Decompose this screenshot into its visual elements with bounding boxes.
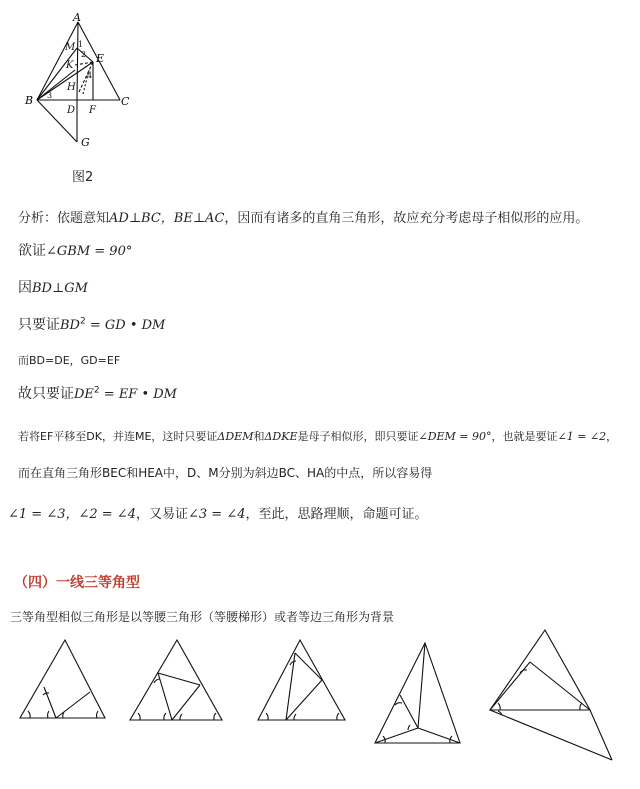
want-math: ∠GBM = 90° <box>46 244 133 259</box>
three-equal-angles-figures <box>0 625 640 789</box>
need1-math-b: = GD • DM <box>85 318 166 333</box>
section-description: 三等角型相似三角形是以等腰三角形（等腰梯形）或者等边三角形为背景 <box>10 610 395 624</box>
angles-t1: ，又易证 <box>135 507 188 522</box>
need1-sup: 2 <box>79 316 86 327</box>
midpoint-line: 而在直角三角形BEC和HEA中，D、M分别为斜边BC、HA的中点，所以容易得 <box>18 466 433 480</box>
label-B: B <box>25 94 34 107</box>
label-4: 4 <box>87 71 93 80</box>
label-1: 1 <box>78 40 84 49</box>
analysis-prefix: 分析：依题意知 <box>18 211 110 226</box>
translate-m1: ΔDEM <box>217 430 254 443</box>
translate-t1: 若将EF平移至DK，并连ME，这时只要证 <box>18 430 218 443</box>
translate-t3: 是母子相似形，即只要证 <box>297 430 419 443</box>
analysis-line <box>18 207 588 226</box>
translate-t4: ，也就是要证 <box>491 430 558 443</box>
triangle-figure-1 <box>20 640 105 718</box>
because-text: 因 <box>18 280 32 296</box>
want-text: 欲证 <box>18 243 46 259</box>
label-H: H <box>67 82 76 93</box>
label-M: M <box>65 42 76 53</box>
label-G: G <box>81 136 90 149</box>
given-line: 而BD=DE，GD=EF <box>18 354 121 367</box>
translate-t2: 和 <box>253 430 265 443</box>
need2-text: 故只要证 <box>18 386 74 402</box>
angles-t2: ，至此，思路理顺，命题可证。 <box>245 507 428 522</box>
because-math: BD⊥GM <box>32 281 88 296</box>
translate-m3: ∠DEM = 90° <box>418 430 492 443</box>
need1-line <box>18 314 165 334</box>
label-F: F <box>89 105 96 116</box>
want-line <box>18 240 132 260</box>
label-D: D <box>67 105 76 116</box>
geometry-figure <box>15 10 145 150</box>
label-2: 2 <box>81 50 87 59</box>
angles-m2: ∠3 = ∠4 <box>188 507 246 522</box>
because-line <box>18 277 88 297</box>
figure-caption: 图2 <box>72 170 94 185</box>
translate-line <box>18 428 617 444</box>
need2-math-a: DE <box>74 387 94 402</box>
triangle-figure-3 <box>258 640 345 720</box>
label-3: 3 <box>47 91 53 100</box>
angles-m1: ∠1 = ∠3，∠2 = ∠4 <box>8 507 136 522</box>
label-A: A <box>73 11 81 24</box>
need2-line <box>18 383 177 403</box>
translate-t5: ， <box>606 430 618 443</box>
section-title: （四）一线三等角型 <box>14 575 140 591</box>
analysis-suffix: ，因而有诸多的直角三角形，故应充分考虑母子相似形的应用。 <box>224 211 589 226</box>
need1-text: 只要证 <box>18 317 60 333</box>
triangle-figure-5 <box>490 630 612 760</box>
need2-sup: 2 <box>93 385 100 396</box>
need2-math-b: = EF • DM <box>99 387 177 402</box>
triangle-figure-4 <box>375 643 460 743</box>
angles-line <box>8 503 428 522</box>
label-E: E <box>96 52 105 65</box>
triangle-figure-2 <box>130 640 222 720</box>
translate-m2: ΔDKE <box>264 430 298 443</box>
label-K: K <box>66 60 74 71</box>
need1-math-a: BD <box>60 318 80 333</box>
analysis-condition: AD⊥BC，BE⊥AC <box>109 211 225 226</box>
label-C: C <box>121 95 130 108</box>
translate-m4: ∠1 = ∠2 <box>557 430 607 443</box>
